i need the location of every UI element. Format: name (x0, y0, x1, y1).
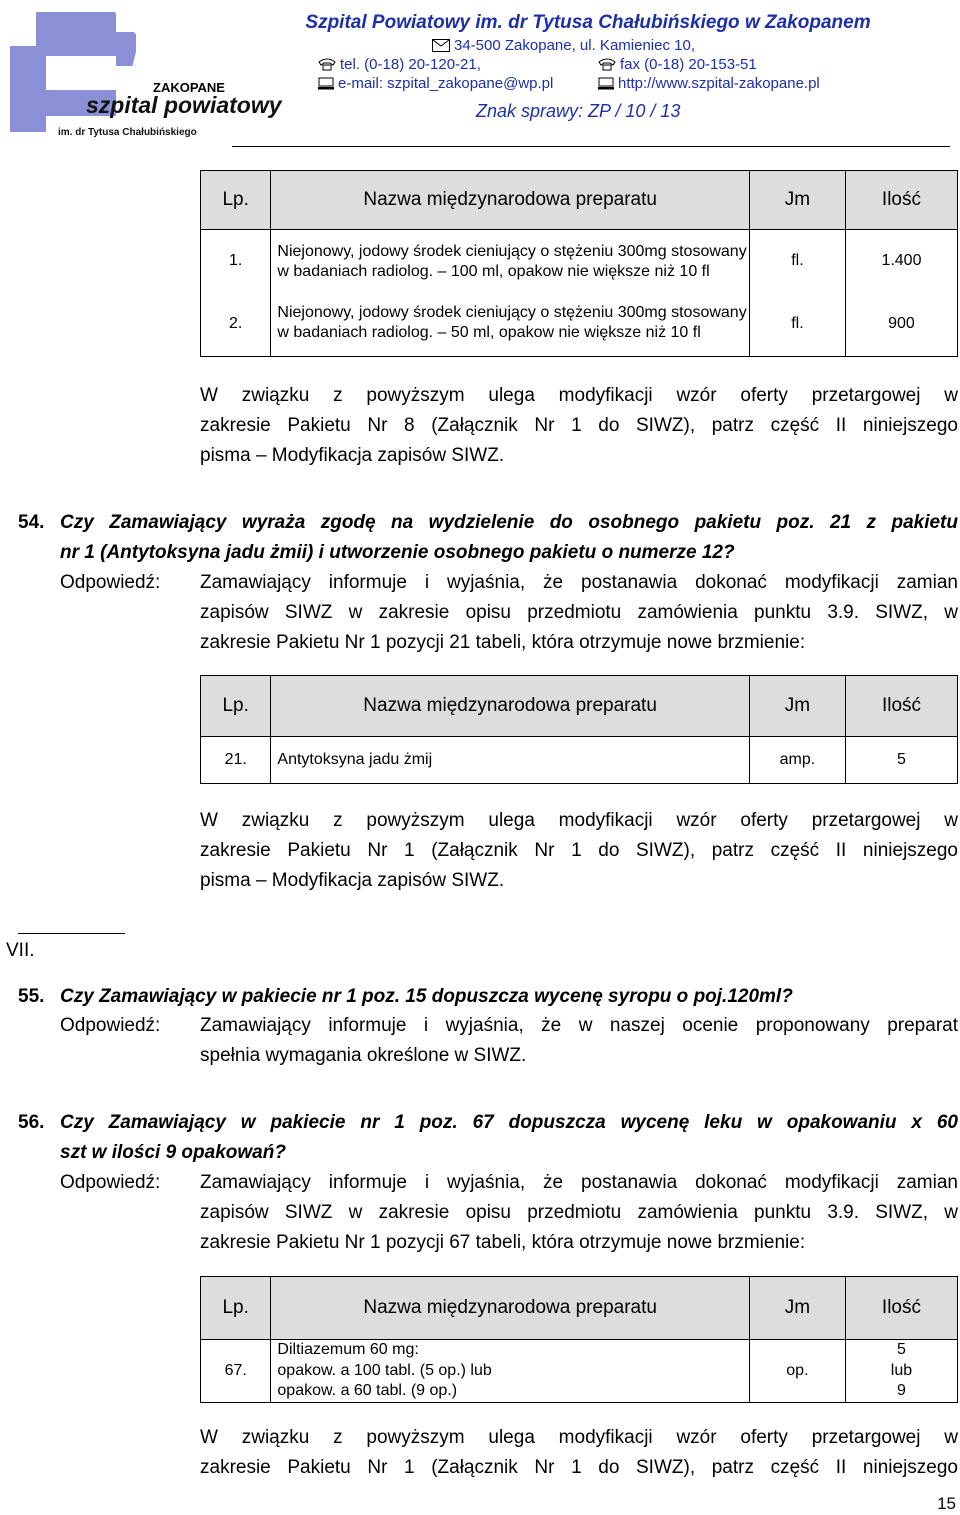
paragraph-line: pisma – Modyfikacja zapisów SIWZ. (200, 445, 505, 466)
email-text[interactable]: e-mail: szpital_zakopane@wp.pl (338, 75, 554, 92)
modification-paragraph (200, 1423, 958, 1483)
col-lp: Lp. (201, 1277, 271, 1340)
question-text (60, 1108, 958, 1168)
col-ilosc: Ilość (845, 1277, 957, 1340)
answer-line: spełnia wymagania określone w SIWZ. (200, 1045, 527, 1066)
name-line: opakow. a 60 tabl. (9 op.) (277, 1382, 458, 1400)
paragraph-line: zakresie Pakietu Nr 1 (Załącznik Nr 1 do SIWZ), patrz część II niniejszego (200, 840, 958, 861)
question-line: Czy Zamawiający wyraża zgodę na wydzielenie do osobnego pakietu poz. 21 z pakietu (60, 512, 958, 533)
answer-line: zapisów SIWZ w zakresie opisu przedmiotu zamówienia punktu 3.9. SIWZ, w (200, 602, 958, 623)
col-lp: Lp. (201, 171, 271, 230)
logo-wordmark: szpital powiatowy (86, 92, 282, 118)
table-row (201, 1340, 958, 1403)
question-line: Czy Zamawiający w pakiecie nr 1 poz. 67 dopuszcza wycenę leku w opakowaniu x 60 (60, 1112, 958, 1133)
row-ilosc (845, 1340, 957, 1403)
answer-line: zakresie Pakietu Nr 1 pozycji 21 tabeli, która otrzymuje nowe brzmienie: (200, 632, 806, 653)
case-number: Znak sprawy: ZP / 10 / 13 (476, 101, 681, 121)
table-row (201, 230, 958, 293)
name-line: Diltiazemum 60 mg: (277, 1341, 419, 1359)
answer-line: zapisów SIWZ w zakresie opisu przedmiotu zamówienia punktu 3.9. SIWZ, w (200, 1202, 958, 1223)
paragraph-line: pisma – Modyfikacja zapisów SIWZ. (200, 870, 505, 891)
phone-line (318, 56, 481, 75)
header-divider (232, 146, 950, 147)
question-text: Czy Zamawiający w pakiecie nr 1 poz. 15 dopuszcza wycenę syropu o poj.120ml? (60, 986, 793, 1007)
answer-label: Odpowiedź: (60, 572, 161, 593)
answer-text (200, 1168, 958, 1258)
table-row (201, 292, 958, 357)
col-name: Nazwa międzynarodowa preparatu (271, 1277, 749, 1340)
paragraph-line: W związku z powyższym ulega modyfikacji wzór oferty przetargowej w (200, 1427, 958, 1448)
question-number: 54. (18, 512, 45, 533)
section-marker: VII. (6, 940, 35, 961)
row-jm: fl. (749, 230, 845, 293)
row-ilosc: 1.400 (845, 230, 957, 293)
table-header-row (201, 1277, 958, 1340)
phone-icon (318, 58, 336, 75)
col-jm: Jm (749, 676, 845, 737)
ilosc-line: 5 (897, 1341, 906, 1359)
modification-paragraph (200, 381, 958, 471)
section-rule (18, 933, 125, 934)
answer-text (200, 568, 958, 658)
paragraph-line: zakresie Pakietu Nr 8 (Załącznik Nr 1 do SIWZ), patrz część II niniejszego (200, 415, 958, 436)
row-lp: 67. (201, 1340, 271, 1403)
answer-label: Odpowiedź: (60, 1172, 161, 1193)
col-jm: Jm (749, 171, 845, 230)
row-ilosc: 5 (845, 737, 957, 784)
modification-paragraph (200, 806, 958, 896)
answer-line: Zamawiający informuje i wyjaśnia, że postanawia dokonać modyfikacji zamian (200, 572, 958, 593)
logo-subtitle: im. dr Tytusa Chałubińskiego (58, 127, 197, 138)
question-text (60, 508, 958, 568)
www-link[interactable]: http://www.szpital-zakopane.pl (618, 75, 820, 92)
address-line (432, 37, 695, 56)
question-number: 56. (18, 1112, 45, 1133)
row-name: Antytoksyna jadu żmij (271, 737, 749, 784)
phone-text: tel. (0-18) 20-120-21, (340, 56, 481, 73)
col-lp: Lp. (201, 676, 271, 737)
question-line: szt w ilości 9 opakowań? (60, 1142, 286, 1163)
paragraph-line: W związku z powyższym ulega modyfikacji wzór oferty przetargowej w (200, 810, 958, 831)
row-lp: 2. (201, 292, 271, 357)
row-lp: 21. (201, 737, 271, 784)
col-jm: Jm (749, 1277, 845, 1340)
col-name: Nazwa międzynarodowa preparatu (271, 171, 749, 230)
answer-line: Zamawiający informuje i wyjaśnia, że postanawia dokonać modyfikacji zamian (200, 1172, 958, 1193)
fax-phone-icon (598, 58, 616, 75)
www-line[interactable] (598, 75, 820, 94)
row-lp: 1. (201, 230, 271, 293)
envelope-icon (432, 39, 450, 56)
question-line: nr 1 (Antytoksyna jadu żmii) i utworzenie osobnego pakietu o numerze 12? (60, 542, 735, 563)
name-line: opakow. a 100 tabl. (5 op.) lub (277, 1361, 492, 1379)
fax-line (598, 56, 757, 75)
paragraph-line: W związku z powyższym ulega modyfikacji wzór oferty przetargowej w (200, 385, 958, 406)
svg-text:ZAKOPANE: ZAKOPANE (153, 80, 225, 95)
answer-text (200, 1011, 958, 1071)
drug-table-3 (200, 1276, 958, 1403)
col-ilosc: Ilość (845, 171, 957, 230)
logo-cross-icon (6, 6, 225, 141)
question-number: 55. (18, 986, 45, 1007)
col-name: Nazwa międzynarodowa preparatu (271, 676, 749, 737)
table-row (201, 737, 958, 784)
computer-icon (598, 77, 614, 94)
table-header-row (201, 171, 958, 230)
drug-table-1 (200, 170, 958, 357)
row-ilosc: 900 (845, 292, 957, 357)
answer-line: zakresie Pakietu Nr 1 pozycji 67 tabeli, która otrzymuje nowe brzmienie: (200, 1232, 806, 1253)
ilosc-line: 9 (897, 1382, 906, 1400)
row-jm: fl. (749, 292, 845, 357)
email-line[interactable] (318, 75, 553, 94)
fax-text: fax (0-18) 20-153-51 (620, 56, 757, 73)
row-name: Niejonowy, jodowy środek cieniujący o stężeniu 300mg stosowany w badaniach radiolog. – 100 ml, opakow nie większe niż 10 fl (271, 230, 749, 293)
drug-table-2 (200, 675, 958, 784)
col-ilosc: Ilość (845, 676, 957, 737)
computer-icon (318, 77, 334, 94)
answer-label: Odpowiedź: (60, 1015, 161, 1036)
address-text: 34-500 Zakopane, ul. Kamieniec 10, (454, 37, 695, 54)
row-jm: op. (749, 1340, 845, 1403)
hospital-name: Szpital Powiatowy im. dr Tytusa Chałubińskiego w Zakopanem (305, 12, 871, 33)
paragraph-line: zakresie Pakietu Nr 1 (Załącznik Nr 1 do SIWZ), patrz część II niniejszego (200, 1457, 958, 1478)
table-header-row (201, 676, 958, 737)
row-jm: amp. (749, 737, 845, 784)
row-name: Niejonowy, jodowy środek cieniujący o stężeniu 300mg stosowany w badaniach radiolog. – 50 ml, opakow nie większe niż 10 fl (271, 292, 749, 357)
page-number: 15 (937, 1494, 956, 1513)
row-name (271, 1340, 749, 1403)
hospital-logo (6, 6, 225, 141)
ilosc-line: lub (890, 1361, 913, 1379)
answer-line: Zamawiający informuje i wyjaśnia, że w naszej ocenie proponowany preparat (200, 1015, 958, 1036)
